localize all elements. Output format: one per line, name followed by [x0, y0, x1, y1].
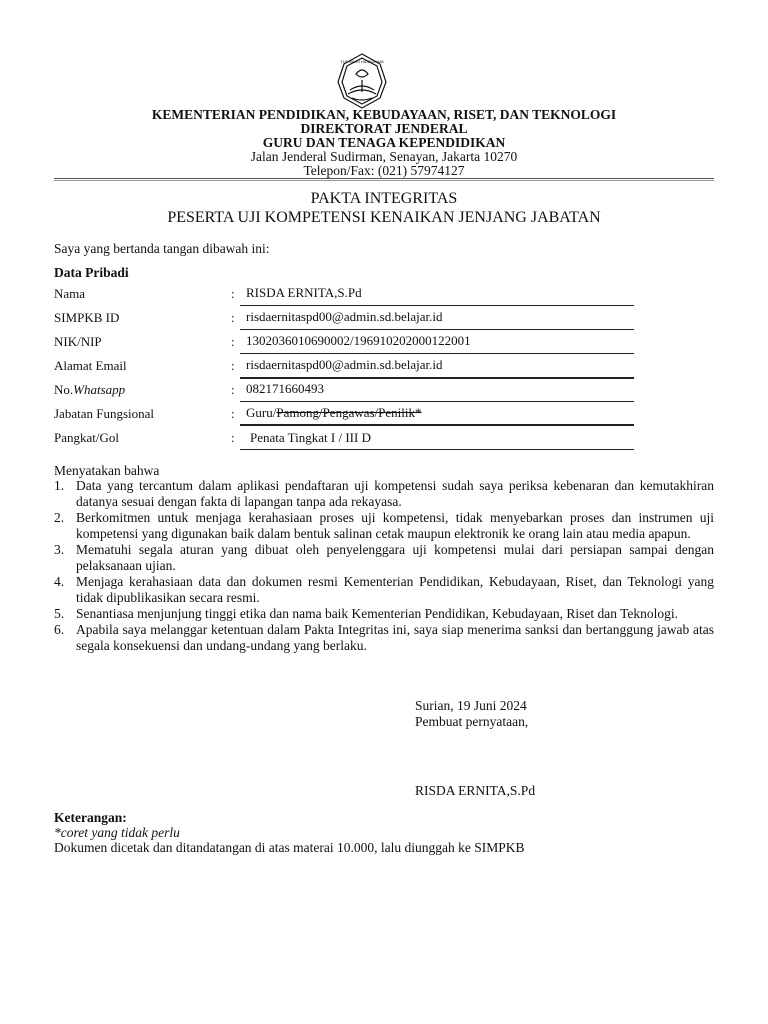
jabatan-struck-options: Pamong/Pengawas/Penilik*: [276, 405, 422, 420]
intro-text: Saya yang bertanda tangan dibawah ini:: [54, 241, 270, 256]
field-underline: [240, 305, 634, 306]
directorate-name: DIREKTORAT JENDERAL: [300, 121, 468, 136]
list-item: [54, 574, 714, 606]
place-date: Surian, 19 Juni 2024: [415, 698, 527, 713]
signer-name: RISDA ERNITA,S.Pd: [415, 783, 536, 798]
ministry-name: KEMENTERIAN PENDIDIKAN, KEBUDAYAAN, RISET, DAN TEKNOLOGI: [151, 107, 617, 122]
notes-instruction: Dokumen dicetak dan ditandatangan di atas materai 10.000, lalu diunggah ke SIMPKB: [54, 840, 525, 855]
field-underline: [240, 401, 634, 402]
list-text: Apabila saya melanggar ketentuan dalam Pakta Integritas ini, saya siap menerima sanksi dan bertanggung jawab atas segala konsekuensi dan undang-undang yang berlaku.: [76, 622, 714, 653]
tut-wuri-handayani-logo: [328, 52, 396, 110]
field-value-simpkb-id: risdaernitaspd00@admin.sd.belajar.id: [246, 309, 443, 324]
list-item: [54, 606, 714, 622]
statement-heading: Menyatakan bahwa: [54, 463, 160, 478]
colon: :: [231, 358, 235, 373]
whatsapp-label-prefix: No.: [54, 382, 74, 397]
header-divider: [54, 178, 714, 179]
field-label-pangkat: Pangkat/Gol: [54, 430, 119, 445]
notes-strike-hint: *coret yang tidak perlu: [54, 825, 180, 840]
list-item: [54, 478, 714, 510]
field-label-simpkb-id: SIMPKB ID: [54, 310, 120, 325]
list-number: 4.: [54, 574, 65, 589]
list-item: [54, 622, 714, 654]
colon: :: [231, 406, 235, 421]
field-value-jabatan: [246, 405, 422, 421]
svg-text:TUT WURI HANDAYANI: TUT WURI HANDAYANI: [340, 59, 384, 64]
field-label-nik-nip: NIK/NIP: [54, 334, 102, 349]
document-title: PAKTA INTEGRITAS: [310, 190, 458, 207]
signer-role: Pembuat pernyataan,: [415, 714, 529, 729]
field-underline: [240, 449, 634, 450]
field-underline: [240, 377, 634, 379]
colon: :: [231, 334, 235, 349]
field-underline: [240, 353, 634, 354]
field-label-email: Alamat Email: [54, 358, 127, 373]
field-value-whatsapp: 082171660493: [246, 381, 324, 396]
field-value-email: risdaernitaspd00@admin.sd.belajar.id: [246, 357, 443, 372]
list-text: Berkomitmen untuk menjaga kerahasiaan proses uji kompetensi, tidak menyebarkan proses dan instrumen uji kompetensi yang digunakan baik dalam bentuk salinan cetak maupun elektronik ke orang lain atau media apapun.: [76, 510, 714, 541]
field-label-name: Nama: [54, 286, 86, 301]
document-subtitle: PESERTA UJI KOMPETENSI KENAIKAN JENJANG JABATAN: [167, 209, 601, 226]
phone-fax: Telepon/Fax: (021) 57974127: [303, 163, 465, 178]
jabatan-selected: Guru/: [246, 405, 277, 420]
field-value-pangkat: Penata Tingkat I / III D: [250, 430, 371, 445]
list-number: 2.: [54, 510, 65, 525]
field-value-nik-nip: 1302036010690002/196910202000122001: [246, 333, 471, 348]
list-item: [54, 542, 714, 574]
whatsapp-label-italic: Whatsapp: [73, 382, 126, 397]
colon: :: [231, 430, 235, 445]
field-value-name: RISDA ERNITA,S.Pd: [246, 285, 362, 300]
field-label-whatsapp: [54, 382, 125, 398]
field-label-jabatan: Jabatan Fungsional: [54, 406, 155, 421]
header-divider-secondary: [54, 180, 714, 181]
statement-list: [54, 478, 714, 654]
list-number: 1.: [54, 478, 65, 493]
field-underline: [240, 424, 634, 426]
list-number: 6.: [54, 622, 65, 637]
list-number: 5.: [54, 606, 65, 621]
list-item: [54, 510, 714, 542]
personal-data-heading: Data Pribadi: [54, 265, 129, 280]
list-text: Senantiasa menjunjung tinggi etika dan nama baik Kementerian Pendidikan, Kebudayaan, Riset dan Teknologi.: [76, 606, 679, 621]
colon: :: [231, 382, 235, 397]
division-name: GURU DAN TENAGA KEPENDIDIKAN: [262, 135, 506, 150]
colon: :: [231, 286, 235, 301]
notes-heading: Keterangan:: [54, 810, 127, 825]
colon: :: [231, 310, 235, 325]
address: Jalan Jenderal Sudirman, Senayan, Jakarta 10270: [250, 149, 518, 164]
list-text: Mematuhi segala aturan yang dibuat oleh penyelenggara uji kompetensi mulai dari persiapan sampai dengan pelaksanaan ujian.: [76, 542, 714, 573]
field-underline: [240, 329, 634, 330]
list-number: 3.: [54, 542, 65, 557]
list-text: Data yang tercantum dalam aplikasi pendaftaran uji kompetensi sudah saya periksa kebenaran dan kemutakhiran datanya sesuai dengan fakta di lapangan tanpa ada rekayasa.: [76, 478, 714, 509]
list-text: Menjaga kerahasiaan data dan dokumen resmi Kementerian Pendidikan, Kebudayaan, Riset, dan Teknologi yang tidak dipublikasikan secara resmi.: [76, 574, 714, 605]
